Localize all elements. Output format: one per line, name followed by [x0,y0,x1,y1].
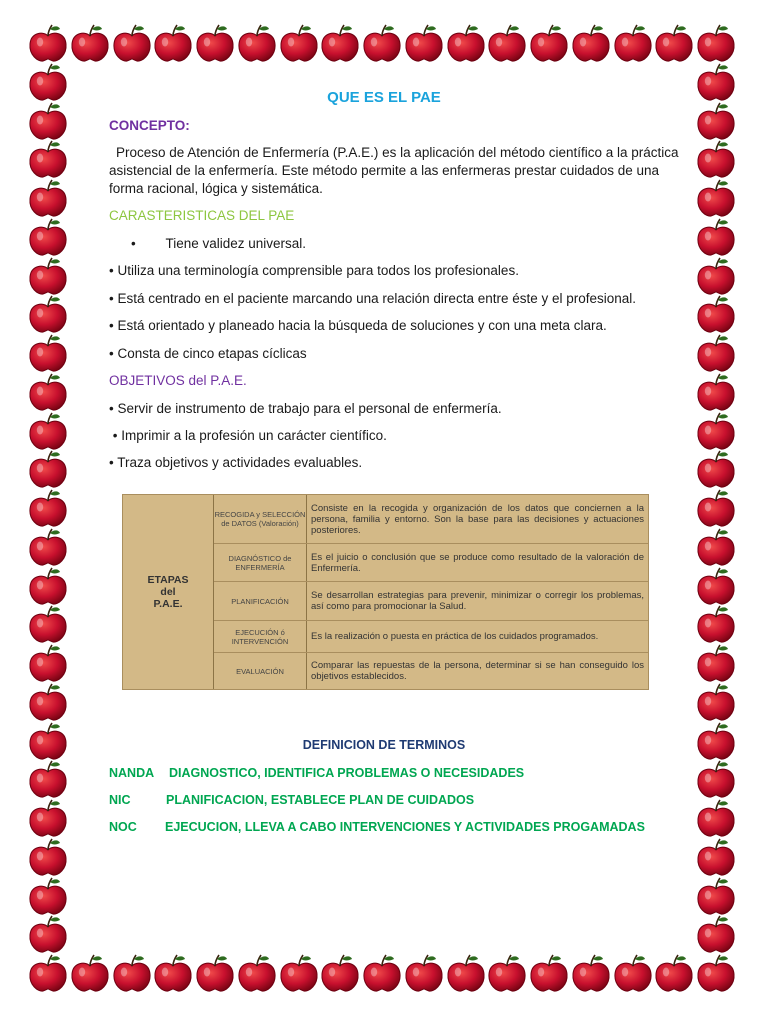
caracteristica-item: • Tiene validez universal. [131,236,307,251]
etapas-label: ETAPAS del P.A.E. [147,574,189,610]
caracteristica-item: • Consta de cinco etapas cíclicas [109,346,307,361]
concepto-line: forma racional, lógica y sistemática. [109,181,323,196]
concepto-line: asistencial de la enfermería. Este método permite a las enfermeras prestar cuidados de una [109,163,660,178]
definicion-code: NANDA [109,766,155,780]
caracteristicas-heading: CARASTERISTICAS DEL PAE [109,208,295,223]
caracteristica-item: • Está centrado en el paciente marcando una relación directa entre éste y el profesional. [109,291,637,306]
definiciones-heading: DEFINICION DE TERMINOS [302,738,466,752]
definicion-text: DIAGNOSTICO, IDENTIFICA PROBLEMAS O NECESIDADES [169,766,525,780]
etapa-stage: DIAGNÓSTICO de ENFERMERÍA [228,553,292,572]
etapa-desc: Consiste en la recogida y organización de los datos que conciernen a la persona, familia y entorno. Son la base para las decisiones y actuaciones posteriores. [311,502,644,536]
etapa-desc: Se desarrollan estrategias para prevenir, minimizar o corregir los problemas, así como para promocionar la Salud. [311,590,644,612]
definicion-text: PLANIFICACION, ESTABLECE PLAN DE CUIDADOS [166,793,475,807]
definicion-text: EJECUCION, LLEVA A CABO INTERVENCIONES Y ACTIVIDADES PROGAMADAS [165,820,645,834]
etapa-row [214,653,648,689]
caracteristica-item: • Utiliza una terminología comprensible para todos los profesionales. [109,263,519,278]
definicion-item [109,820,645,834]
etapa-row [214,495,648,543]
objetivos-heading: OBJETIVOS del P.A.E. [109,373,247,388]
objetivo-item: • Imprimir a la profesión un carácter científico. [109,428,387,443]
etapa-row [214,544,648,581]
etapa-stage: RECOGIDA y SELECCIÓN de DATOS (Valoración) [214,510,306,528]
objetivo-item: • Traza objetivos y actividades evaluables. [109,455,363,470]
definicion-item [109,766,524,780]
concepto-line: Proceso de Atención de Enfermería (P.A.E.) es la aplicación del método científico a la práctica [116,145,679,160]
concepto-heading: CONCEPTO: [109,118,190,133]
page-title: QUE ES EL PAE [327,89,441,106]
etapa-stage: EJECUCIÓN ó INTERVENCIÓN [231,627,289,646]
objetivo-item: • Servir de instrumento de trabajo para el personal de enfermería. [109,401,502,416]
etapa-desc: Comparar las repuestas de la persona, determinar si se han conseguido los objetivos establecidos. [311,660,644,682]
definicion-code: NOC [109,820,137,834]
definicion-code: NIC [109,793,131,807]
etapa-desc: Es el juicio o conclusión que se produce como resultado de la valoración de Enfermería. [311,551,644,574]
etapa-row [214,621,648,652]
etapa-stage: PLANIFICACIÓN [231,596,289,606]
caracteristica-item: • Está orientado y planeado hacia la búsqueda de soluciones y con una meta clara. [109,318,607,333]
etapa-row [214,582,648,620]
etapa-stage: EVALUACIÓN [236,666,284,676]
etapas-table-image [122,494,649,690]
etapa-desc: Es la realización o puesta en práctica de los cuidados programados. [311,631,599,642]
definicion-item [109,793,474,807]
